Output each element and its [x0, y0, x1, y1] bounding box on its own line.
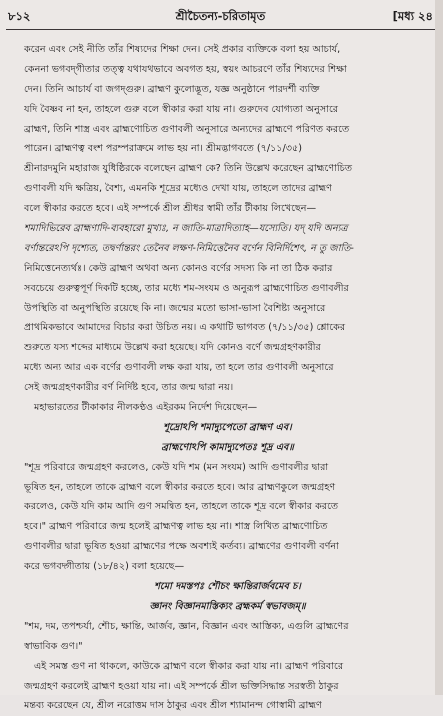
text-line: পারেন। ব্রাহ্মণত্ব বংশ পরম্পরাক্রমে লাভ হয় না। শ্রীমদ্ভাগবতে (৭/১১/৩৫): [24, 143, 302, 155]
text-line: মধ্যে অন্য আর এক বর্ণের গুণাবলী লক্ষ করা যায়, তা হলে তার গুণাবলী অনুসারে: [24, 362, 334, 374]
section-marker: [মধ্য ২৪: [392, 9, 433, 23]
text-line: বর্ণান্তরেঽপি দৃশ্যেত, তদ্বর্ণান্তরং তেনৈব লক্ষণ-নিমিত্তেনৈব বর্ণেন বিনির্দিশেৎ, ন তু জাতি-: [24, 242, 354, 254]
text-line: সবচেয়ে গুরুত্বপূর্ণ দিকটি হচ্ছে, তার মধ্যে শম-সংযম ও অনুরূপ ব্রাহ্মণোচিত গুণাবলীর: [24, 282, 349, 294]
text-line: করলেও, কেউ যদি কাম আদি গুণ সমন্বিত হন, তাহলে তাকে শূদ্র বলে স্বীকার করতে: [24, 501, 339, 513]
text-line: শুরুতে যস্য শব্দের মাধ্যমে উল্লেখ করা হয়েছে। যদি কোনও বর্ণে জন্মগ্রহণকারীর: [24, 342, 321, 354]
text-line: দেন। তিনি আচার্য বা জগদ্‌গুরু। ব্রাহ্মণ কুলোদ্ভূত, যজ্ঞ অনুষ্ঠানে পারদর্শী ব্যক্তি: [24, 83, 320, 95]
text-line: জন্মগ্রহণ করলেই ব্রাহ্মণ হওয়া যায় না। এই সম্পর্কে শ্রীল ভক্তিসিদ্ধান্ত সরস্বতী ঠাকুর: [24, 680, 339, 692]
verse-line: জ্ঞানং বিজ্ঞানমাস্তিক্যং ব্রহ্মকর্ম স্বভাবজম্॥: [149, 600, 306, 612]
page-number: ৮১২: [8, 9, 31, 23]
text-line: গুণাবলী যদি ক্ষত্রিয়, বৈশ্য, এমনকি শূদ্রের মধ্যেও দেখা যায়, তাহলে তাদের ব্রাহ্মণ: [24, 183, 332, 195]
text-line: "শম, দম, তপশ্চর্যা, শৌচ, ক্ষান্তি, আর্জব, জ্ঞান, বিজ্ঞান এবং আস্তিক্য, এগুলি ব্রাহ্মণের: [24, 620, 349, 632]
text-line: ব্রাহ্মণ, তিনি শাস্ত্র এবং ব্রাহ্মণোচিত গুণাবলী অনুসারে অন্যদের ব্রাহ্মণে পরিণত করতে: [24, 123, 350, 135]
verse-line: শমো দমস্তপঃ শৌচং ক্ষান্তিরার্জবমেব চ।: [154, 581, 301, 593]
page-edge: [435, 0, 443, 695]
text-line: স্বাভাবিক গুণ।": [24, 640, 83, 652]
page-body: [24, 40, 431, 716]
text-line: হবে।" ব্রাহ্মণ পরিবারে জন্ম হলেই ব্রাহ্মণত্ব লাভ হয় না। শাস্ত্র লিখিত ব্রাহ্মণোচিত: [24, 521, 328, 533]
text-line: প্রাথমিকভাবে আমাদের বিচার করা উচিত নয়। এ কথাটি ভাগবত (৭/১১/৩৫) শ্লোকের: [24, 322, 346, 334]
text-line: ভূষিত হন, তাহলে তাকে ব্রাহ্মণ বলে স্বীকার করতে হবে। আর ব্রাহ্মণকুলে জন্মগ্রহণ: [24, 481, 336, 493]
text-line: বলে স্বীকার করতে হবে। এই সম্পর্কে শ্রীল শ্রীধর স্বামী তাঁর টীকায় লিখেছেন—: [24, 203, 317, 215]
text-line: করেন এবং সেই নীতি তাঁর শিষ্যদের শিক্ষা দেন। সেই প্রকার ব্যক্তিকে বলা হয় আচার্য,: [24, 44, 341, 55]
text-line: করে ভগবদ্গীতায় (১৮/৪২) বলা হয়েছে—: [24, 561, 185, 573]
text-line: এই সমস্ত গুণ না থাকলে, কাউকে ব্রাহ্মণ বলে স্বীকার করা যায় না। ব্রাহ্মণ পরিবারে: [34, 660, 344, 672]
page-header: [8, 6, 433, 28]
text-line: যদি বৈষ্ণব না হন, তাহলে গুরু বলে স্বীকার করা যায় না। গুরুদেব যোগ্যতা অনুসারে: [24, 103, 339, 115]
verse-line: ব্রাহ্মণোঽপি কামাদ্যুপেতঃ শূদ্র এব॥: [161, 441, 294, 453]
text-line: "শূদ্র পরিবারে জন্মগ্রহণ করলেও, কেউ যদি শম (মন সংযম) আদি গুণাবলীর দ্বারা: [24, 461, 329, 473]
text-line: শ্রীনারদমুনি মহারাজ যুধিষ্ঠিরকে বলেছেন ব্রাহ্মণ কে? তিনি উল্লেখ করেছেন ব্রাহ্মণোচিত: [24, 163, 353, 175]
text-line: মহাভারতের টীকাকার নীলকণ্ঠও এইরকম নির্দেশ দিয়েছেন—: [34, 402, 258, 414]
running-title: শ্রীচৈতন্য-চরিতামৃত: [175, 9, 266, 23]
text-line: সেই জন্মগ্রহণকারীর বর্ণ নির্দিষ্ট হবে, তার জন্ম দ্বারা নয়।: [24, 382, 234, 394]
text-line: উপস্থিতি বা অনুপস্থিতি রয়েছে কি না। জন্মের মতো ভাসা-ভাসা বৈশিষ্ট্য অনুসারে: [24, 302, 326, 314]
text-line: শমাদিভিরেব ব্রাহ্মণাদি-ব্যবহারো মুখ্যঃ, ন জাতি-মাত্রাদিত্যাহ—যস্যেতি। যদ্ যদি অন্যত্র: [24, 223, 348, 235]
text-line: নিমিত্তেনেত্যর্থঃ। কেউ ব্রাহ্মণ অথবা অন্য কোনও বর্ণের সদস্য কি না তা ঠিক করার: [24, 262, 333, 274]
text-line: কেননা ভগবদ্‌গীতার তত্ত্ব যথাযথভাবে অবগত হয়, স্বয়ং আচরণে তাঁর শিষ্যদের শিক্ষা: [24, 63, 347, 75]
header-rule: [6, 29, 435, 30]
verse-line: শূদ্রোঽপি শমাদ্যুপেতো ব্রাহ্মণ এব।: [163, 421, 292, 433]
text-line: মন্তব্য করেছেন যে, শ্রীল নরোত্তম দাস ঠাকুর এবং শ্রীল শ্যামানন্দ গোস্বামী ব্রাহ্মণ: [24, 700, 322, 712]
text-line: গুণাবলীর দ্বারা ভূষিত হওয়া ব্রাহ্মণের পক্ষে অবশ্যই কর্তব্য। ব্রাহ্মণের গুণাবলী বর্ণনা: [24, 541, 339, 553]
